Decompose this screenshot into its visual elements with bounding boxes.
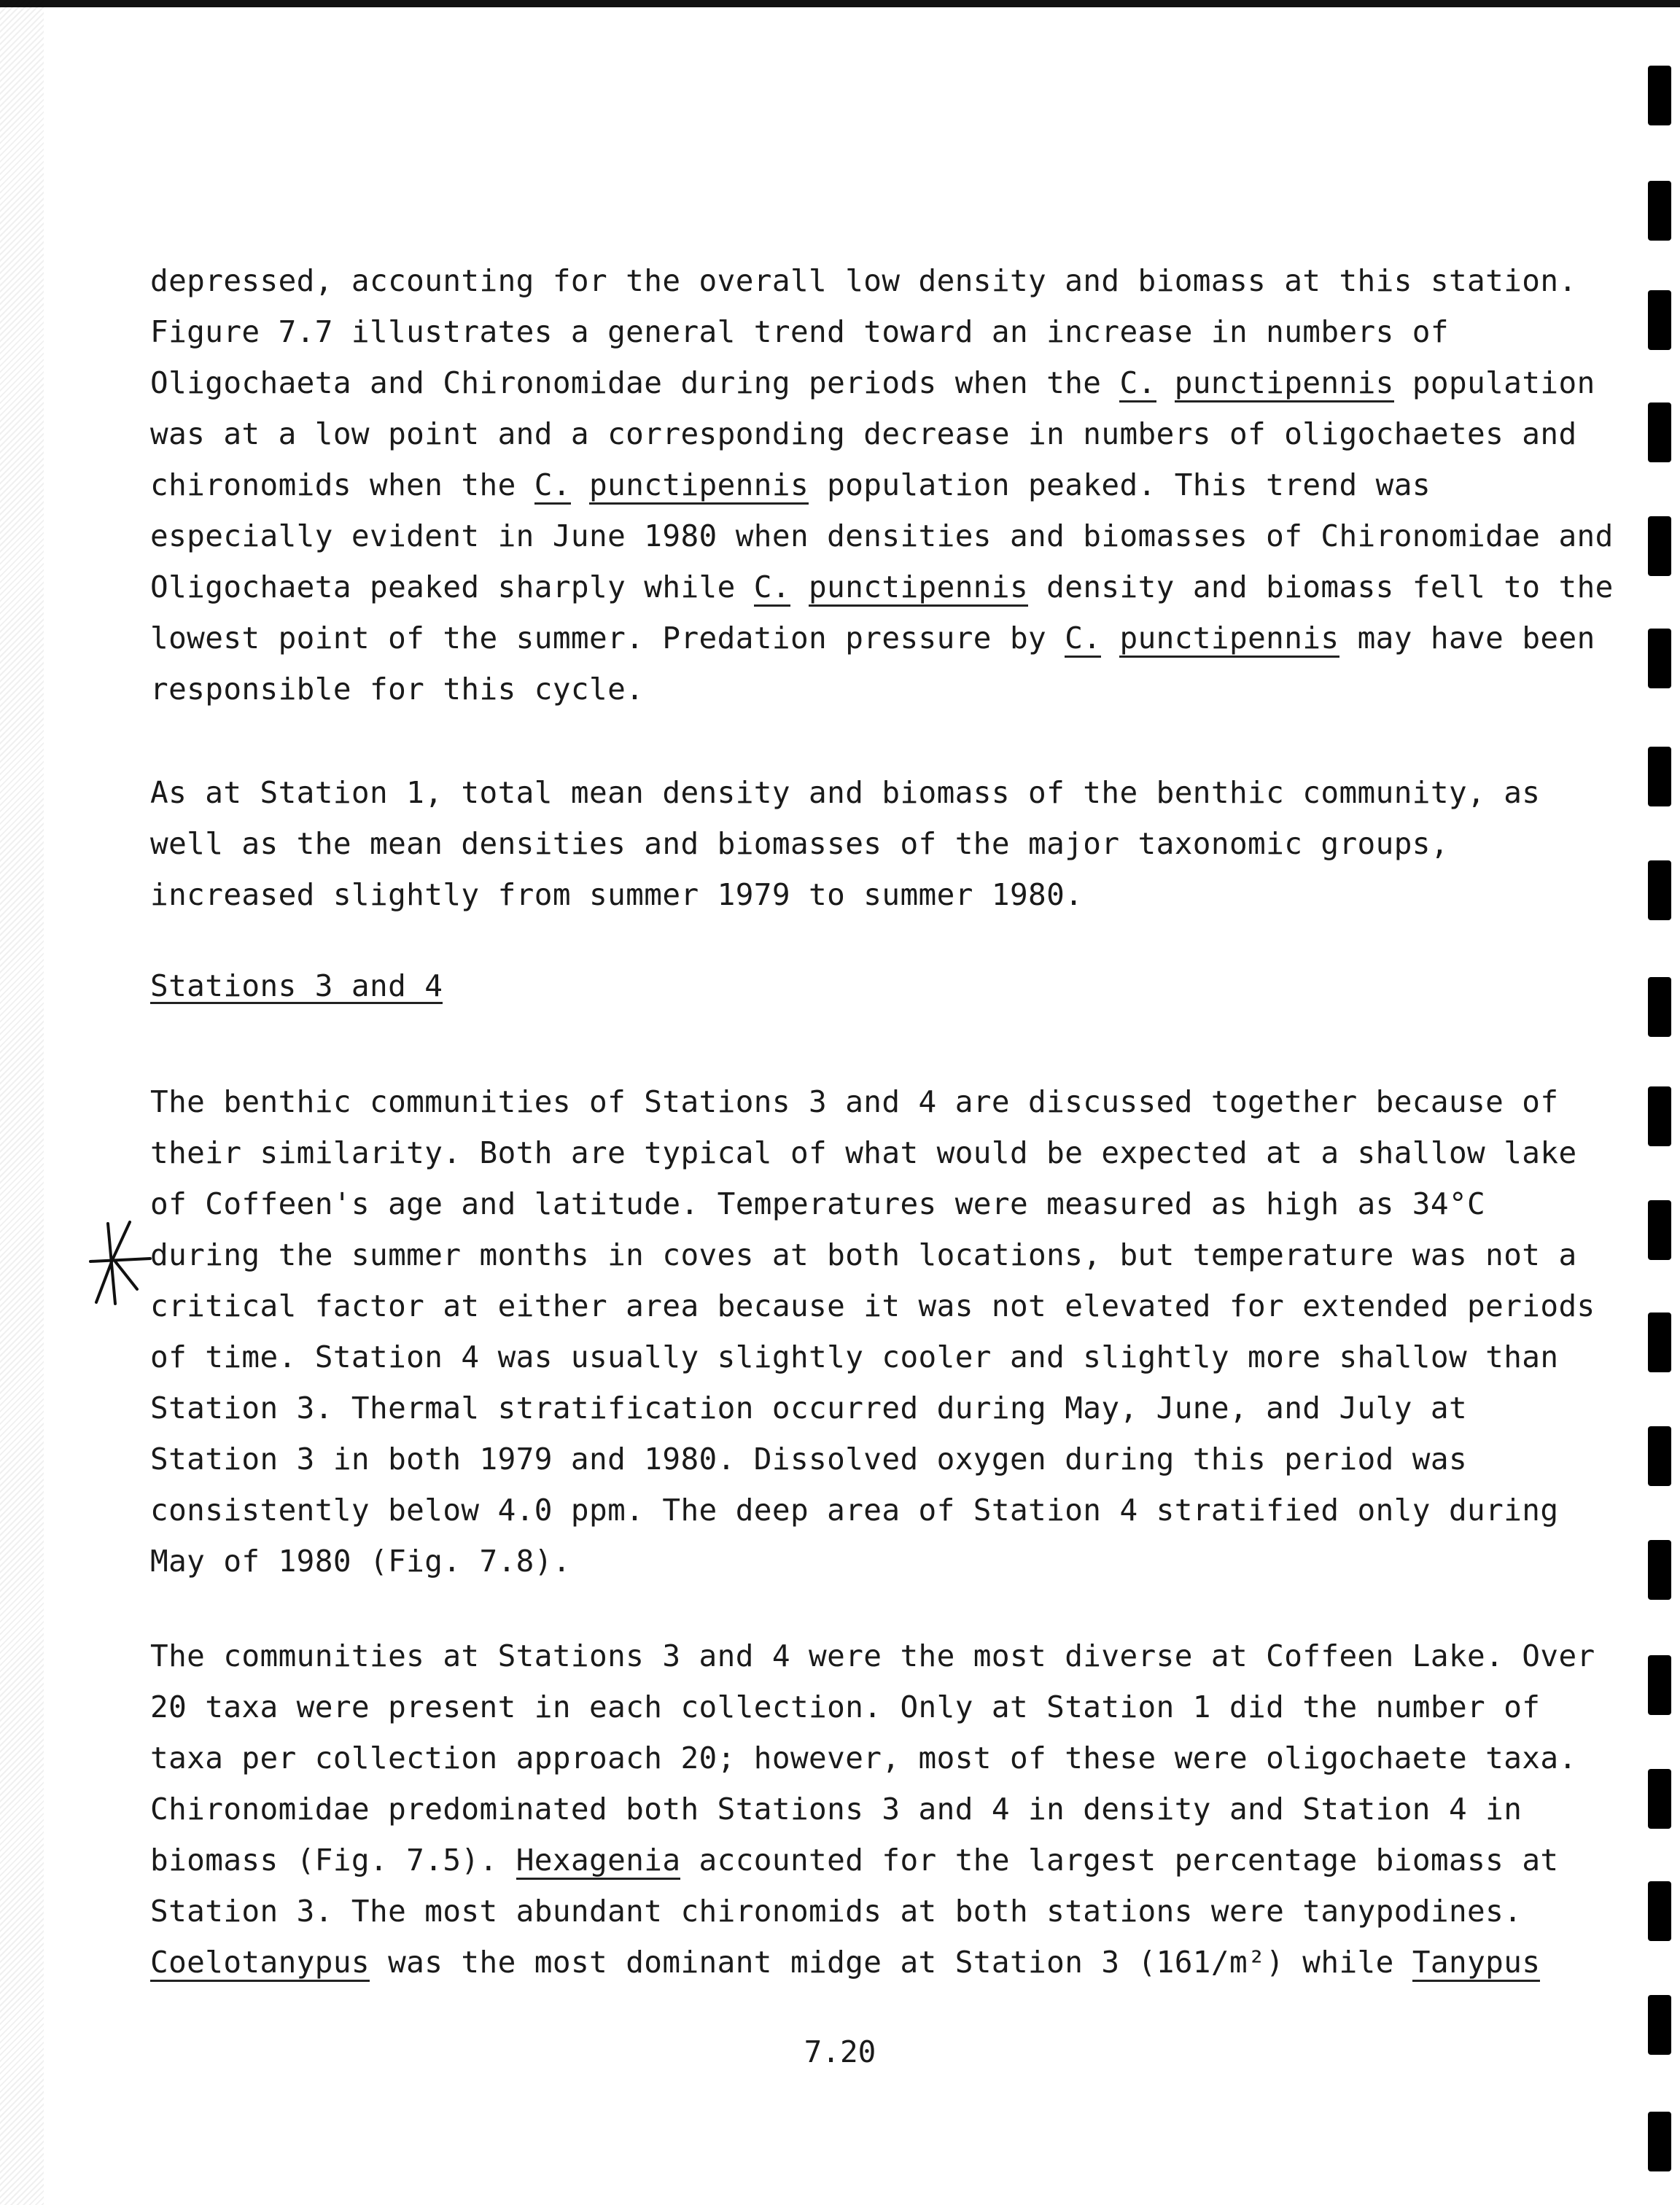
binder-mark [1648, 66, 1671, 125]
text-line: especially evident in June 1980 when densities and biomasses of Chironomidae and [150, 518, 1614, 553]
paragraph-2 [150, 767, 1541, 920]
text-line: The benthic communities of Stations 3 and 4 are discussed together because of [150, 1084, 1559, 1119]
binder-hole-marks [1648, 0, 1674, 2205]
binder-mark [1648, 181, 1671, 241]
text-line: lowest point of the summer. Predation pressure by C. punctipennis may have been [150, 612, 1506, 664]
underlined-term: Hexagenia [516, 1843, 681, 1880]
underlined-term: Tanypus [1412, 1945, 1541, 1982]
text-line: Station 3. Thermal stratification occurred during May, June, and July at [150, 1391, 1468, 1426]
scan-top-edge [0, 0, 1680, 7]
binder-mark [1648, 1540, 1671, 1600]
scan-left-edge [0, 0, 44, 2205]
binder-mark [1648, 1086, 1671, 1146]
binder-mark [1648, 977, 1671, 1037]
binder-mark [1648, 1200, 1671, 1260]
text-line: As at Station 1, total mean density and biomass of the benthic community, as [150, 775, 1541, 810]
text-line: consistently below 4.0 ppm. The deep area of Station 4 stratified only during [150, 1493, 1559, 1528]
binder-mark [1648, 1426, 1671, 1486]
text-line: well as the mean densities and biomasses of the major taxonomic groups, [150, 826, 1449, 861]
text-line: Chironomidae predominated both Stations 3 and 4 in density and Station 4 in [150, 1792, 1522, 1827]
underlined-term: punctipennis [809, 569, 1028, 607]
text-line: Station 3. The most abundant chironomids at both stations were tanypodines. [150, 1894, 1522, 1929]
text-line: Figure 7.7 illustrates a general trend toward an increase in numbers of [150, 314, 1449, 349]
handwritten-asterisk-icon [86, 1216, 153, 1311]
text-line: Oligochaeta and Chironomidae during periods when the C. punctipennis population [150, 357, 1506, 408]
text-line: Station 3 in both 1979 and 1980. Dissolved oxygen during this period was [150, 1442, 1468, 1477]
page-number: 7.20 [804, 2034, 876, 2069]
binder-mark [1648, 1655, 1671, 1715]
underlined-term: Coelotanypus [150, 1945, 370, 1982]
underlined-term: punctipennis [589, 467, 809, 505]
text-line: May of 1980 (Fig. 7.8). [150, 1544, 571, 1579]
text-line: Oligochaeta peaked sharply while C. punctipennis density and biomass fell to the [150, 561, 1506, 612]
text-line: of Coffeen's age and latitude. Temperatures were measured as high as 34°C [150, 1186, 1486, 1221]
underlined-term: C. [534, 467, 571, 505]
binder-mark [1648, 747, 1671, 806]
text-line: Coelotanypus was the most dominant midge at Station 3 (161/m²) while Tanypus [150, 1937, 1506, 1988]
underlined-term: punctipennis [1119, 621, 1339, 658]
binder-mark [1648, 1769, 1671, 1829]
text-line: The communities at Stations 3 and 4 were the most diverse at Coffeen Lake. Over [150, 1638, 1595, 1673]
text-line: critical factor at either area because it was not elevated for extended periods [150, 1288, 1595, 1323]
paragraph-3 [150, 1076, 1595, 1587]
binder-mark [1648, 1881, 1671, 1941]
binder-mark [1648, 402, 1671, 462]
section-heading: Stations 3 and 4 [150, 968, 443, 1003]
underlined-term: punctipennis [1175, 365, 1394, 402]
text-line: 20 taxa were present in each collection. Only at Station 1 did the number of [150, 1689, 1541, 1724]
text-line: their similarity. Both are typical of what would be expected at a shallow lake [150, 1135, 1577, 1170]
text-line: increased slightly from summer 1979 to summer 1980. [150, 877, 1084, 912]
text-line: depressed, accounting for the overall low density and biomass at this station. [150, 263, 1577, 298]
text-line: responsible for this cycle. [150, 672, 645, 707]
binder-mark [1648, 1312, 1671, 1372]
section-heading-block [150, 968, 1506, 1004]
paragraph-1 [150, 255, 1614, 715]
text-line: during the summer months in coves at both locations, but temperature was not a [150, 1237, 1577, 1272]
underlined-term: C. [1065, 621, 1101, 658]
text-line: was at a low point and a corresponding decrease in numbers of oligochaetes and [150, 416, 1577, 451]
text-line: taxa per collection approach 20; however, most of these were oligochaete taxa. [150, 1741, 1577, 1776]
underlined-term: C. [1119, 365, 1156, 402]
text-line: chironomids when the C. punctipennis population peaked. This trend was [150, 459, 1506, 510]
binder-mark [1648, 516, 1671, 576]
binder-mark [1648, 2112, 1671, 2171]
binder-mark [1648, 629, 1671, 688]
underlined-term: C. [754, 569, 790, 607]
binder-mark [1648, 860, 1671, 920]
text-line: of time. Station 4 was usually slightly cooler and slightly more shallow than [150, 1339, 1559, 1374]
paragraph-4 [150, 1630, 1595, 1988]
text-line: biomass (Fig. 7.5). Hexagenia accounted for the largest percentage biomass at [150, 1835, 1506, 1886]
binder-mark [1648, 290, 1671, 350]
